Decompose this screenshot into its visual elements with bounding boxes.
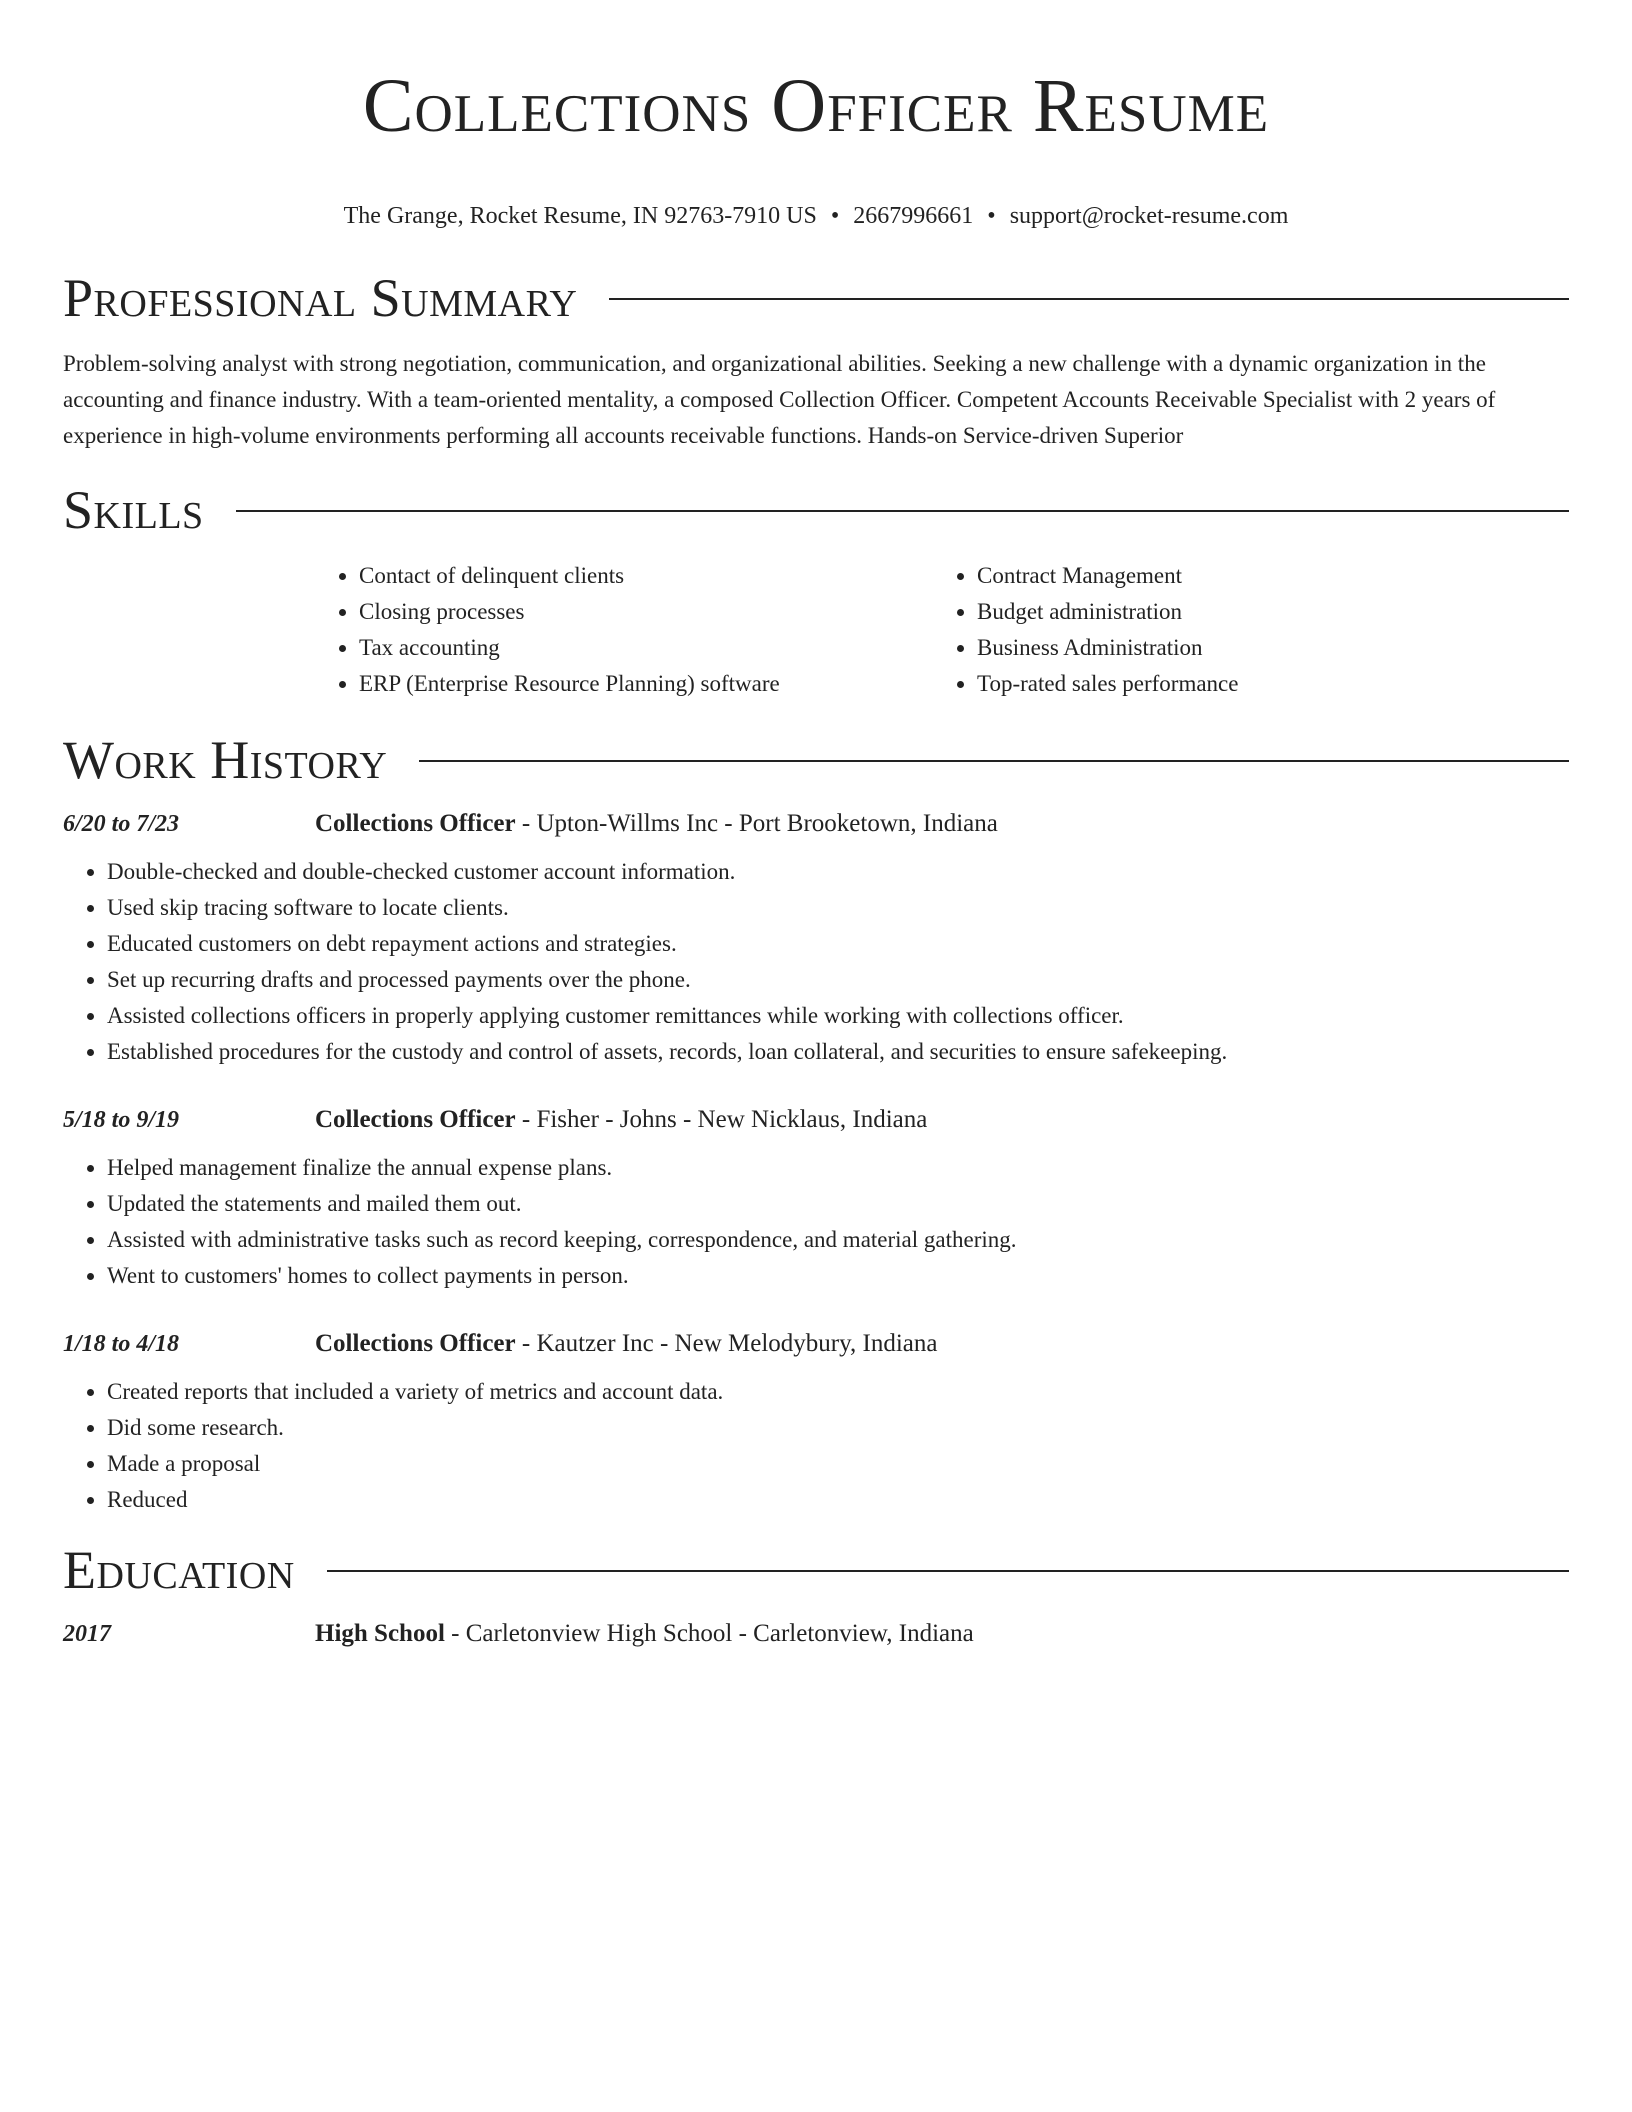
job-bullet: • Created reports that included a variety of metrics and account data. <box>107 1374 1569 1410</box>
education-line <box>315 1616 974 1652</box>
section-divider <box>236 510 1569 512</box>
skill-item: • ERP (Enterprise Resource Planning) software <box>359 666 933 702</box>
job-bullets <box>63 1150 1569 1294</box>
section-title: Education <box>63 1540 295 1600</box>
job-bullet: • Reduced <box>107 1482 1569 1518</box>
summary-section <box>63 266 1569 454</box>
skill-item: • Budget administration <box>977 594 1551 630</box>
job-entry <box>63 1102 1569 1294</box>
education-section <box>63 1538 1569 1652</box>
skill-item: • Tax accounting <box>359 630 933 666</box>
job-details: - Fisher - Johns - New Nicklaus, Indiana <box>515 1106 928 1133</box>
education-year: 2017 <box>63 1621 111 1647</box>
job-role: Collections Officer <box>315 1330 516 1357</box>
job-bullet: • Used skip tracing software to locate clients. <box>107 890 1569 926</box>
contact-address: The Grange, Rocket Resume, IN 92763-7910 US <box>343 203 817 229</box>
job-bullet: • Made a proposal <box>107 1446 1569 1482</box>
skill-item: • Top-rated sales performance <box>977 666 1551 702</box>
contact-separator: • <box>987 203 996 229</box>
job-bullet: • Updated the statements and mailed them out. <box>107 1186 1569 1222</box>
section-divider <box>609 298 1569 300</box>
job-dates: 5/18 to 9/19 <box>63 1107 180 1133</box>
job-bullet: • Did some research. <box>107 1410 1569 1446</box>
skills-columns <box>315 558 1569 702</box>
job-bullet: • Assisted collections officers in properly applying customer remittances while working with collections officer. <box>107 998 1569 1034</box>
job-bullet: • Set up recurring drafts and processed payments over the phone. <box>107 962 1569 998</box>
summary-heading <box>63 266 1569 330</box>
education-degree: High School <box>315 1620 445 1647</box>
contact-email: support@rocket-resume.com <box>1009 203 1289 229</box>
job-header <box>63 806 1569 842</box>
contact-line <box>63 200 1569 232</box>
section-title: Skills <box>63 480 204 540</box>
section-title: Work History <box>63 730 388 790</box>
work-history-heading <box>63 728 1569 792</box>
skills-list-right <box>933 558 1551 702</box>
job-bullets <box>63 1374 1569 1518</box>
job-header <box>63 1326 1569 1362</box>
job-title-line <box>315 1326 937 1362</box>
job-title-line <box>315 806 998 842</box>
job-bullet: • Established procedures for the custody and control of assets, records, loan collateral, and securities to ensure safekeeping. <box>107 1034 1569 1070</box>
skills-section <box>63 478 1569 702</box>
job-entry <box>63 806 1569 1070</box>
skill-item: • Contract Management <box>977 558 1551 594</box>
section-title: Professional Summary <box>63 268 578 328</box>
skills-list-left <box>315 558 933 702</box>
job-dates: 6/20 to 7/23 <box>63 811 180 837</box>
job-entry <box>63 1326 1569 1518</box>
job-bullet: • Assisted with administrative tasks such as record keeping, correspondence, and material gathering. <box>107 1222 1569 1258</box>
job-role: Collections Officer <box>315 1106 516 1133</box>
skills-heading <box>63 478 1569 542</box>
job-dates: 1/18 to 4/18 <box>63 1331 180 1357</box>
job-header <box>63 1102 1569 1138</box>
education-details: - Carletonview High School - Carletonview, Indiana <box>444 1620 974 1647</box>
section-divider <box>327 1570 1569 1572</box>
job-bullets <box>63 854 1569 1070</box>
work-history-section <box>63 728 1569 1518</box>
skill-item: • Contact of delinquent clients <box>359 558 933 594</box>
contact-phone: 2667996661 <box>853 203 974 229</box>
job-details: - Upton-Willms Inc - Port Brooketown, Indiana <box>515 810 998 837</box>
education-entry <box>63 1616 1569 1652</box>
job-details: - Kautzer Inc - New Melodybury, Indiana <box>515 1330 938 1357</box>
job-bullet: • Helped management finalize the annual expense plans. <box>107 1150 1569 1186</box>
education-heading <box>63 1538 1569 1602</box>
skill-item: • Closing processes <box>359 594 933 630</box>
contact-separator: • <box>830 203 840 229</box>
skill-item: • Business Administration <box>977 630 1551 666</box>
summary-text: Problem-solving analyst with strong negotiation, communication, and organizational abilities. Seeking a new challenge with a dynamic organization in the accounting and finance industry. With a team-oriented mentality, a composed Collection Officer. Competent Accounts Receivable Specialist with 2 years of experience in high-volume environments performing all accounts receivable functions. Hands-on Service-driven Superior <box>63 351 1496 448</box>
section-divider <box>419 760 1569 762</box>
job-role: Collections Officer <box>315 810 516 837</box>
job-title-line <box>315 1102 927 1138</box>
resume-title: Collections Officer Resume <box>362 64 1270 148</box>
job-bullet: • Double-checked and double-checked customer account information. <box>107 854 1569 890</box>
job-bullet: • Educated customers on debt repayment actions and strategies. <box>107 926 1569 962</box>
job-bullet: • Went to customers' homes to collect payments in person. <box>107 1258 1569 1294</box>
